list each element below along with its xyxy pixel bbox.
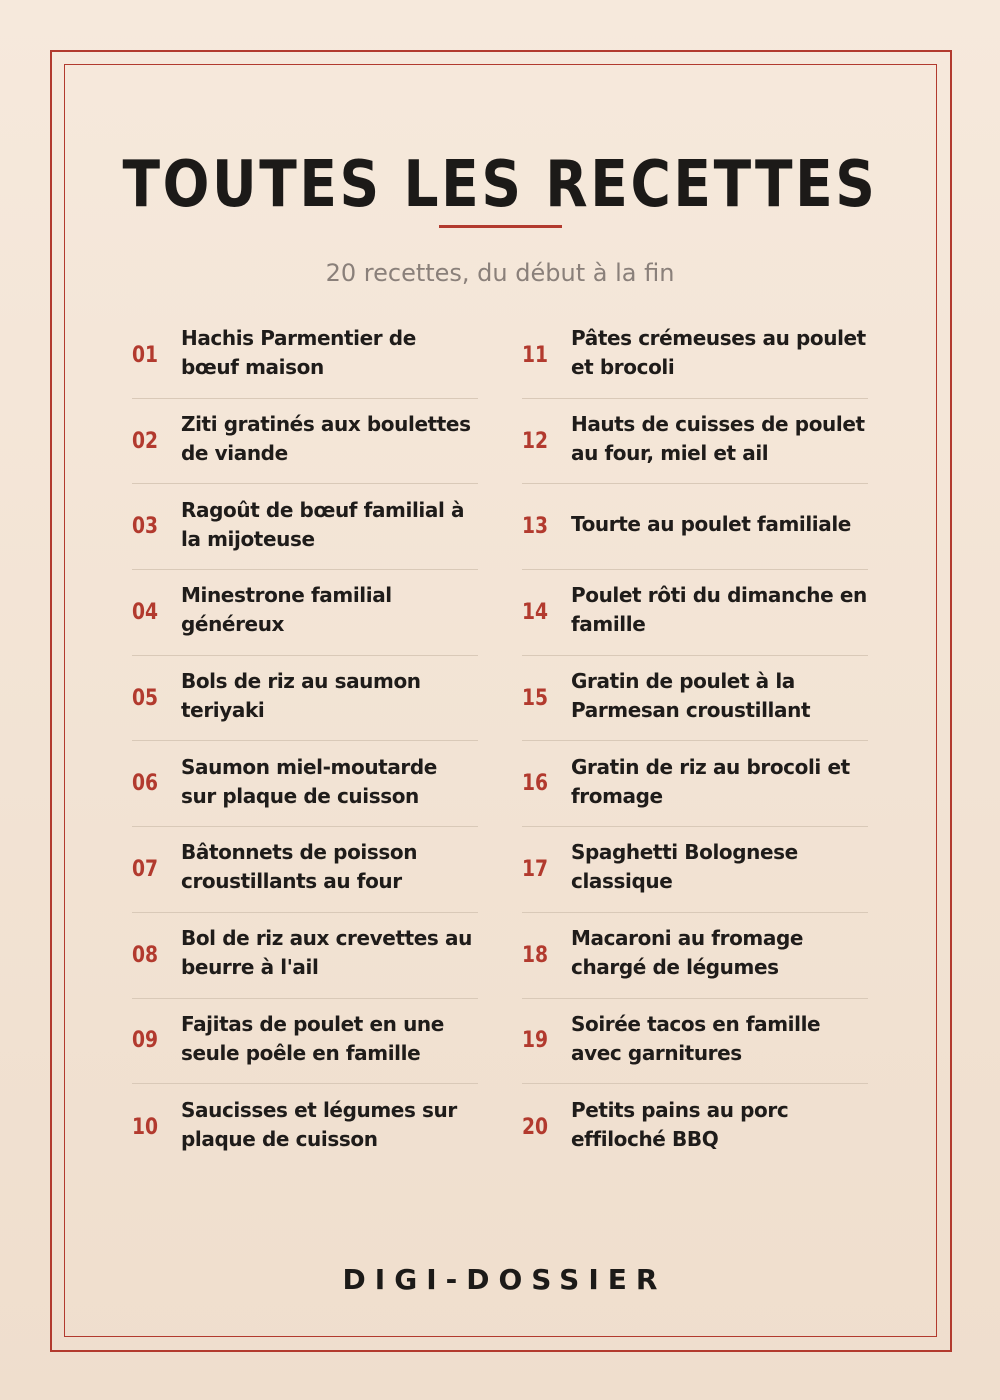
recipe-name: Hauts de cuisses de poulet au four, miel et ail	[571, 412, 865, 466]
recipe-name: Saucisses et légumes sur plaque de cuisson	[181, 1098, 457, 1152]
recipe-item	[132, 399, 478, 485]
recipe-name: Gratin de poulet à la Parmesan croustillant	[571, 669, 811, 723]
recipe-item	[522, 399, 868, 485]
recipe-name: Saumon miel-moutarde sur plaque de cuisson	[181, 754, 437, 808]
recipe-number: 16	[522, 771, 549, 797]
recipe-name: Tourte au poulet familiale	[571, 512, 851, 537]
recipe-number: 03	[132, 514, 159, 540]
recipe-item	[132, 827, 478, 913]
recipe-number: 13	[522, 514, 549, 540]
recipe-name: Bâtonnets de poisson croustillants au four	[181, 840, 418, 894]
recipe-number: 19	[522, 1028, 549, 1054]
recipe-number: 14	[522, 599, 549, 625]
recipe-number: 17	[522, 856, 549, 882]
recipe-item	[522, 570, 868, 656]
recipe-name: Petits pains au porc effiloché BBQ	[571, 1098, 789, 1152]
recipe-name: Gratin de riz au brocoli et fromage	[571, 754, 850, 808]
brand-footer: DIGI-DOSSIER	[342, 1263, 667, 1296]
recipe-item	[132, 313, 478, 399]
recipe-item	[522, 999, 868, 1085]
page-subtitle: 20 recettes, du début à la fin	[325, 259, 675, 287]
recipe-name: Ragoût de bœuf familial à la mijoteuse	[181, 497, 465, 551]
title-underline	[439, 225, 562, 228]
page-title: TOUTES LES RECETTES	[122, 148, 878, 222]
recipe-name: Macaroni au fromage chargé de légumes	[571, 926, 804, 980]
recipe-name: Fajitas de poulet en une seule poêle en famille	[181, 1011, 444, 1065]
recipe-item	[132, 570, 478, 656]
recipe-name: Pâtes crémeuses au poulet et brocoli	[571, 326, 866, 380]
recipe-number: 04	[132, 599, 159, 625]
recipe-list-left	[132, 313, 478, 1170]
recipe-number: 20	[522, 1114, 549, 1140]
recipe-item	[522, 313, 868, 399]
recipe-number: 07	[132, 856, 159, 882]
recipe-item	[132, 484, 478, 570]
recipe-number: 10	[132, 1114, 159, 1140]
recipe-name: Ziti gratinés aux boulettes de viande	[181, 412, 471, 466]
recipe-number: 02	[132, 428, 159, 454]
recipe-item	[522, 484, 868, 570]
recipe-item	[132, 656, 478, 742]
recipe-name: Spaghetti Bolognese classique	[571, 840, 798, 894]
recipe-item	[132, 741, 478, 827]
recipe-item	[522, 827, 868, 913]
recipe-item	[522, 1084, 868, 1170]
recipe-number: 05	[132, 685, 159, 711]
recipe-number: 12	[522, 428, 549, 454]
recipe-number: 08	[132, 942, 159, 968]
recipe-number: 06	[132, 771, 159, 797]
recipe-name: Bols de riz au saumon teriyaki	[181, 669, 421, 723]
recipe-number: 01	[132, 342, 159, 368]
recipe-name: Hachis Parmentier de bœuf maison	[181, 326, 416, 380]
recipe-name: Minestrone familial généreux	[181, 583, 392, 637]
recipe-number: 18	[522, 942, 549, 968]
recipe-name: Poulet rôti du dimanche en famille	[571, 583, 867, 637]
recipe-number: 11	[522, 342, 549, 368]
recipe-name: Bol de riz aux crevettes au beurre à l'ail	[181, 926, 472, 980]
recipe-item	[132, 913, 478, 999]
recipe-item	[522, 656, 868, 742]
recipe-item	[522, 913, 868, 999]
recipe-list-right	[522, 313, 868, 1170]
recipe-item	[132, 1084, 478, 1170]
recipe-item	[522, 741, 868, 827]
recipe-number: 09	[132, 1028, 159, 1054]
recipe-item	[132, 999, 478, 1085]
recipe-name: Soirée tacos en famille avec garnitures	[571, 1011, 821, 1065]
recipe-number: 15	[522, 685, 549, 711]
